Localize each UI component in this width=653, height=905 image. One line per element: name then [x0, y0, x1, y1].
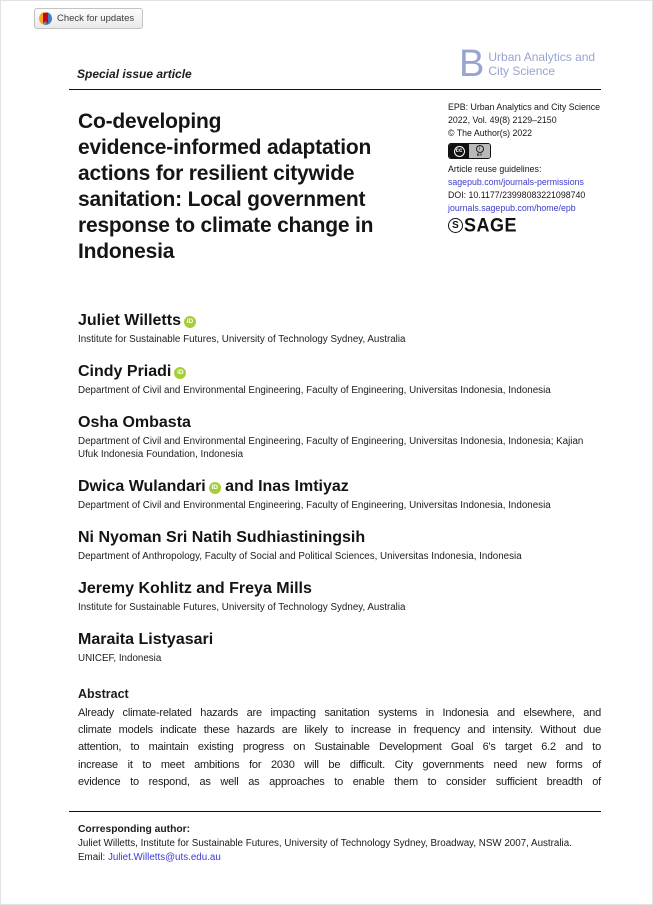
author-entry: [78, 579, 603, 614]
cc-person-icon: i: [476, 145, 484, 153]
journal-home-link[interactable]: journals.sagepub.com/home/epb: [448, 203, 576, 213]
abstract-text: increase it to meet ambitions for 2030 will be difficult. City governments need new forms of: [78, 758, 601, 771]
abstract-text: evidence to respond, as well as approaches to enable them to consider sufficient breadth of: [78, 775, 601, 788]
author-entry: [78, 477, 603, 512]
article-type-label: Special issue article: [77, 67, 192, 81]
sage-logo: S SAGE: [448, 218, 613, 233]
author-affiliation: UNICEF, Indonesia: [78, 653, 162, 664]
author-affiliation: Department of Civil and Environmental Engineering, Faculty of Engineering, Universitas Indonesia, Indonesia: [78, 500, 551, 511]
journal-logo-letter: B: [459, 43, 485, 85]
author-name: Cindy Priadi iD: [78, 362, 603, 382]
author-affiliation: Department of Civil and Environmental Engineering, Faculty of Engineering, Universitas Indonesia, Indonesia; Kajian Ufuk Indonesia Foundation, Indonesia: [78, 436, 584, 460]
abstract-text: attention, to maintain existing progress on Sustainable Development Goal 6's target 6.2 and to: [78, 741, 601, 754]
corresponding-author-address: Juliet Willetts, Institute for Sustainable Futures, University of Technology Sydney, Broadway, NSW 2007, Australia.: [78, 838, 572, 849]
abstract-section: [78, 687, 601, 791]
abstract-text: Already climate-related hazards are impacting sanitation systems in Indonesia and elsewhere, and: [78, 707, 601, 719]
cc-icon: cc: [454, 146, 465, 157]
reuse-guidelines-label: Article reuse guidelines:: [448, 164, 542, 174]
check-for-updates-button[interactable]: [34, 8, 143, 29]
corresponding-author-note: [78, 823, 623, 865]
corresponding-author-heading: Corresponding author:: [78, 824, 191, 835]
author-name: Ni Nyoman Sri Natih Sudhiastiningsih: [78, 529, 366, 546]
corresponding-author-email-line: Email: Juliet.Willetts@uts.edu.au: [78, 852, 221, 863]
author-name: Juliet Willetts iD: [78, 311, 603, 331]
journal-logo: [459, 43, 596, 85]
author-entry: [78, 413, 603, 461]
article-title: Co-developing evidence-informed adaptation actions for resilient citywide sanitation: Local government response to climate change in Indonesia: [78, 110, 374, 263]
journal-logo-text: Urban Analytics and City Science: [488, 50, 596, 78]
journal-info-block: [448, 101, 613, 236]
check-for-updates-label: Check for updates: [57, 13, 135, 24]
author-entry: [78, 630, 603, 665]
author-affiliation: Institute for Sustainable Futures, University of Technology Sydney, Australia: [78, 602, 406, 613]
orcid-icon[interactable]: iD: [209, 482, 221, 494]
cc-by-license-badge[interactable]: [448, 143, 491, 159]
author-entry: [78, 362, 603, 397]
author-name: Osha Ombasta: [78, 414, 191, 431]
orcid-icon[interactable]: iD: [174, 367, 186, 379]
author-name: Maraita Listyasari: [78, 631, 214, 648]
abstract-heading: Abstract: [78, 687, 129, 701]
author-affiliation: Department of Anthropology, Faculty of Social and Political Sciences, Universitas Indonesia, Indonesia: [78, 551, 522, 562]
footer-rule: [69, 811, 601, 812]
author-name: Jeremy Kohlitz and Freya Mills: [78, 580, 312, 597]
author-entry: [78, 311, 603, 346]
author-name: Dwica Wulandari iD and Inas Imtiyaz: [78, 478, 349, 495]
author-list: [78, 311, 603, 681]
doi: DOI: 10.1177/23998083221098740: [448, 190, 586, 200]
crossmark-icon: [39, 12, 52, 25]
header-rule: [69, 89, 601, 90]
journal-copyright: © The Author(s) 2022: [448, 128, 533, 138]
journal-name: EPB: Urban Analytics and City Science: [448, 102, 601, 112]
author-affiliation: Department of Civil and Environmental Engineering, Faculty of Engineering, Universitas Indonesia, Indonesia: [78, 385, 551, 396]
cc-by-label: BY: [476, 152, 483, 157]
author-entry: [78, 528, 603, 563]
sage-s-icon: S: [448, 218, 463, 233]
abstract-text: climate models indicate these hazards are likely to increase in frequency and intensity. Without due: [78, 724, 601, 737]
author-affiliation: Institute for Sustainable Futures, University of Technology Sydney, Australia: [78, 334, 406, 345]
email-link[interactable]: Juliet.Willetts@uts.edu.au: [107, 852, 221, 863]
orcid-icon[interactable]: iD: [184, 316, 196, 328]
permissions-link[interactable]: sagepub.com/journals-permissions: [448, 177, 584, 187]
journal-volume: 2022, Vol. 49(8) 2129–2150: [448, 115, 557, 125]
